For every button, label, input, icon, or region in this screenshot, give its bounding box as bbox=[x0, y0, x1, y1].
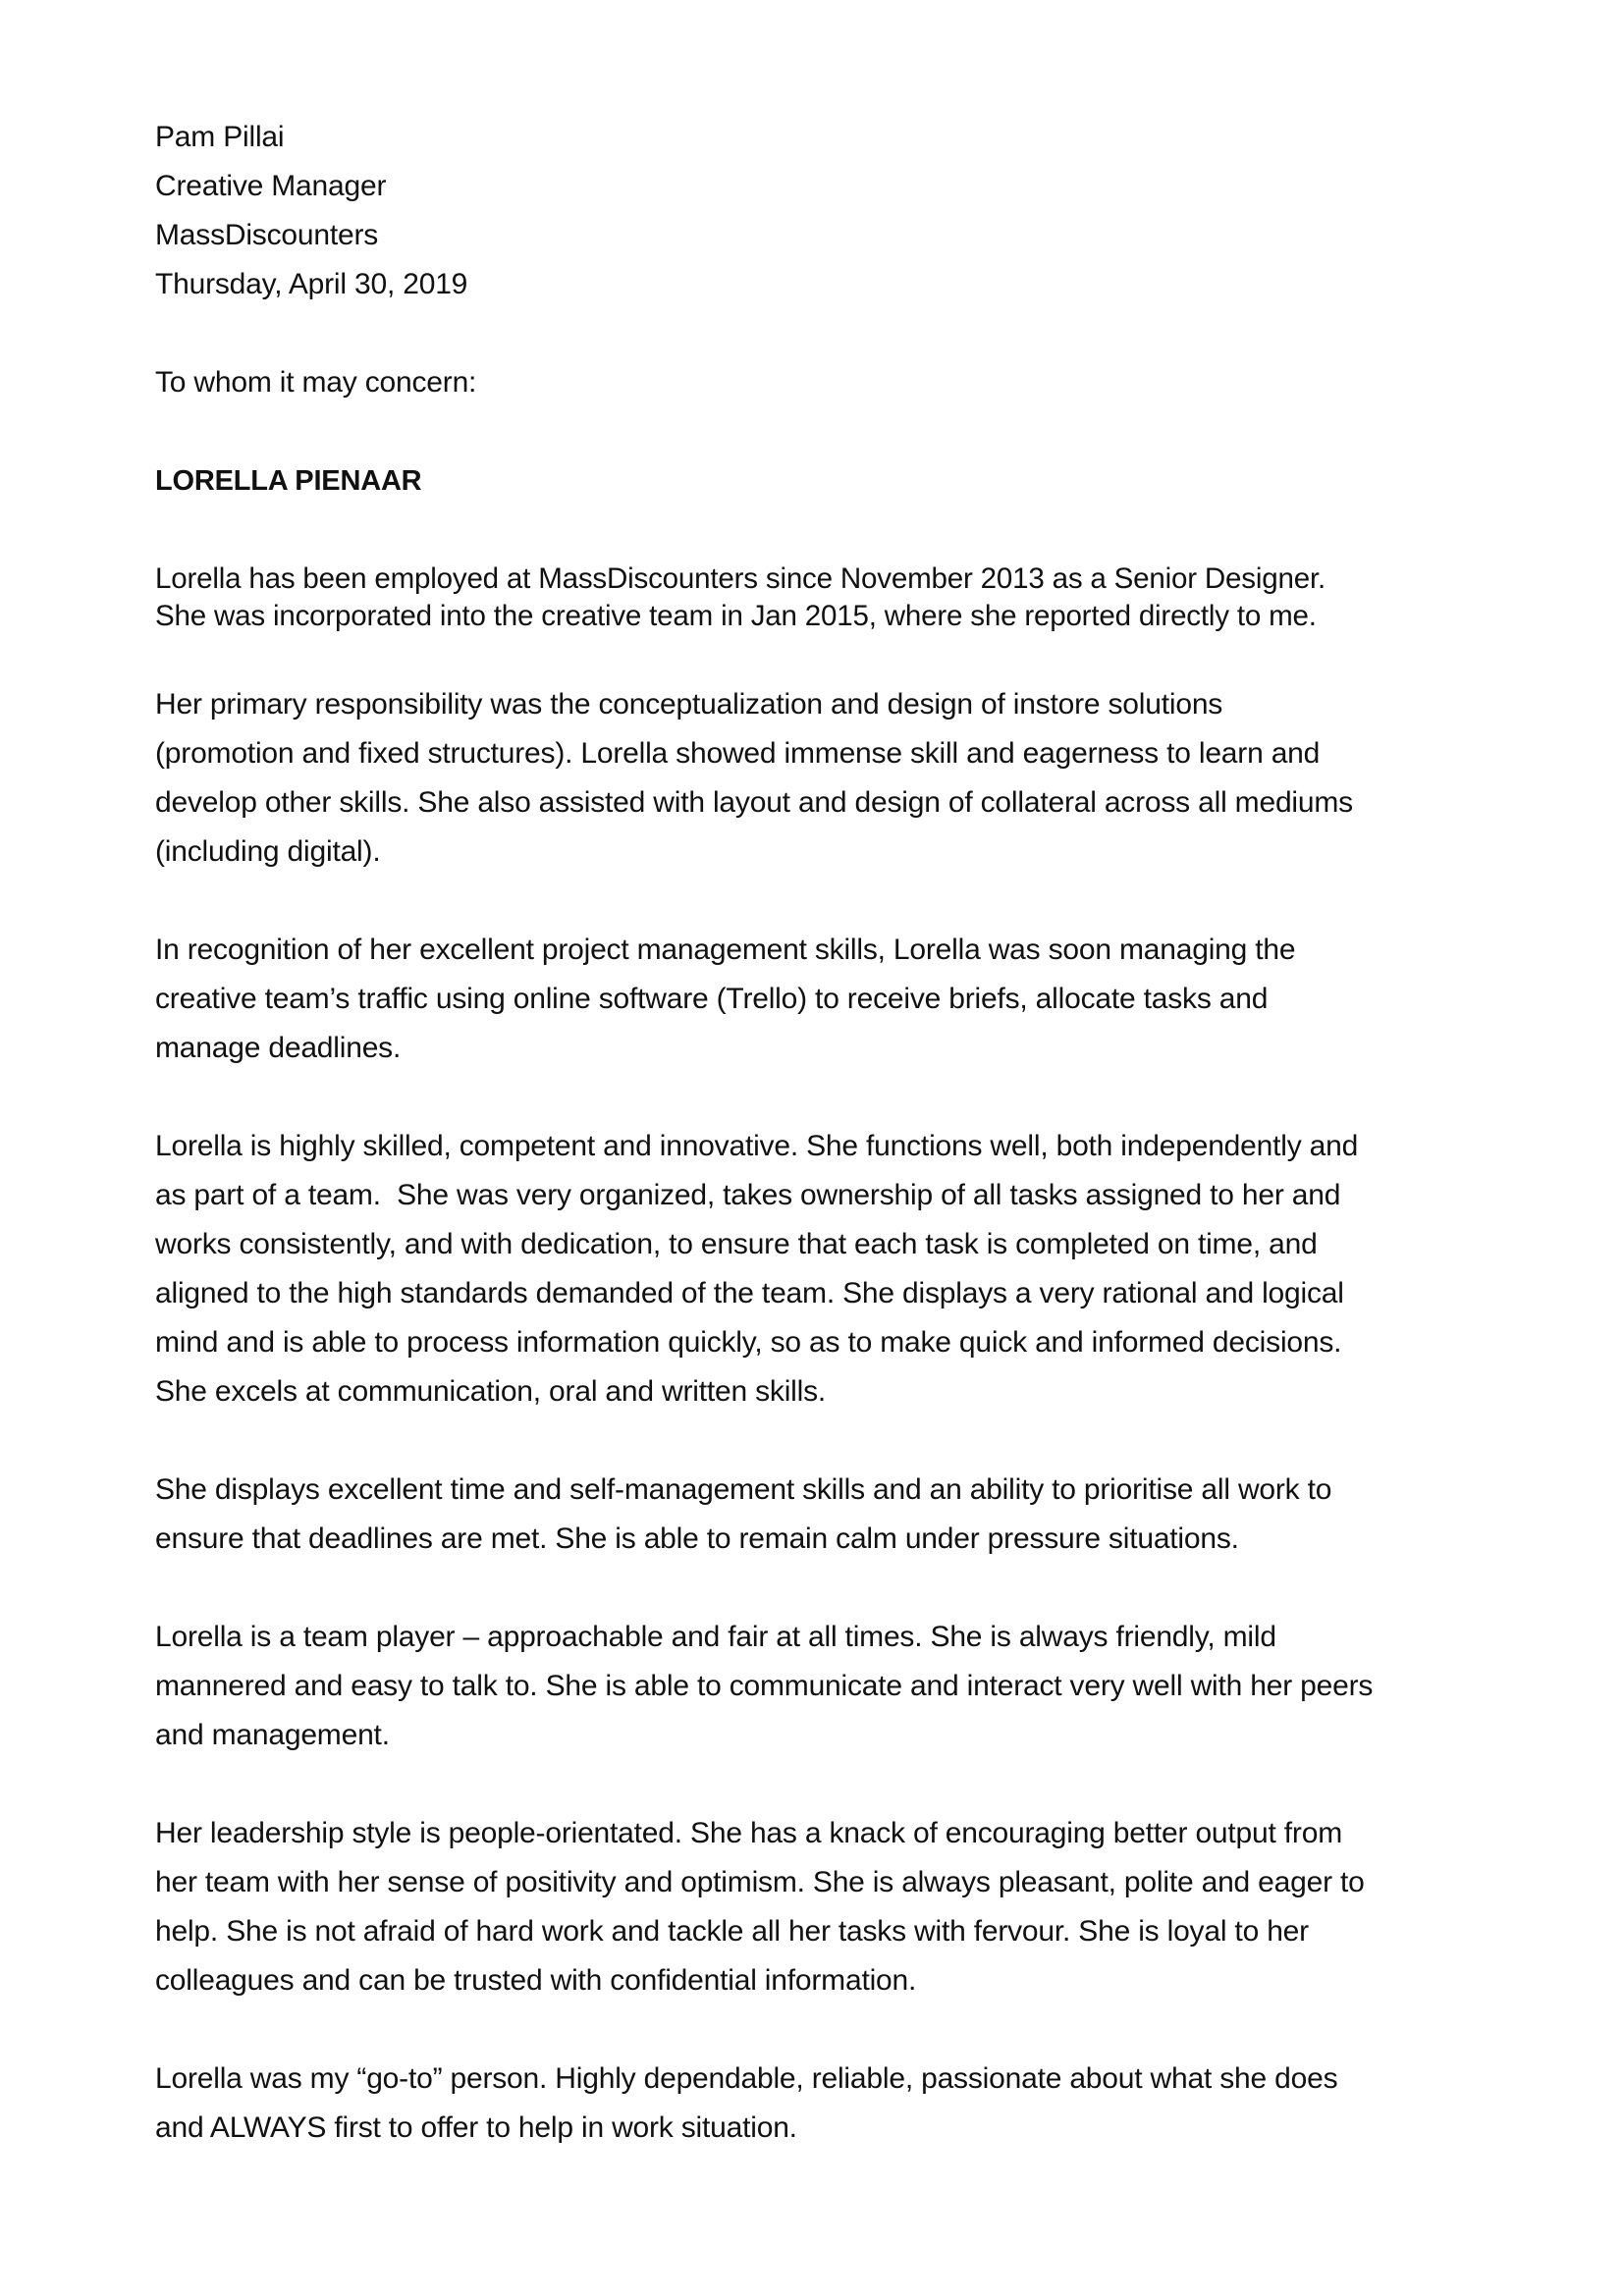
paragraph-line: Her leadership style is people-orientated. She has a knack of encouraging better output from bbox=[155, 1817, 1342, 1849]
paragraph-line: mind and is able to process information quickly, so as to make quick and informed decisions. bbox=[155, 1326, 1342, 1359]
sender-company: MassDiscounters bbox=[155, 219, 379, 251]
paragraph-line: colleagues and can be trusted with confidential information. bbox=[155, 1964, 917, 1997]
paragraph-line: as part of a team. She was very organized, takes ownership of all tasks assigned to her and bbox=[155, 1179, 1341, 1211]
paragraph-line: works consistently, and with dedication, to ensure that each task is completed on time, and bbox=[155, 1228, 1318, 1260]
salutation: To whom it may concern: bbox=[155, 366, 477, 399]
paragraph-line: develop other skills. She also assisted with layout and design of collateral across all mediums bbox=[155, 786, 1353, 819]
paragraph-line: She displays excellent time and self-management skills and an ability to prioritise all work to bbox=[155, 1473, 1332, 1506]
paragraph-line: Lorella is highly skilled, competent and innovative. She functions well, both independently and bbox=[155, 1130, 1359, 1162]
paragraph-line: creative team’s traffic using online software (Trello) to receive briefs, allocate tasks and bbox=[155, 983, 1269, 1015]
sender-name: Pam Pillai bbox=[155, 121, 285, 153]
paragraph-line: (including digital). bbox=[155, 835, 381, 868]
paragraph-line: and management. bbox=[155, 1719, 390, 1751]
paragraph-line: mannered and easy to talk to. She is able to communicate and interact very well with her peers bbox=[155, 1670, 1374, 1702]
paragraph-line: Lorella was my “go-to” person. Highly dependable, reliable, passionate about what she does bbox=[155, 2062, 1338, 2095]
paragraph-line: She was incorporated into the creative team in Jan 2015, where she reported directly to me. bbox=[155, 600, 1317, 632]
paragraph-line: help. She is not afraid of hard work and tackle all her tasks with fervour. She is loyal to her bbox=[155, 1915, 1309, 1948]
paragraph-line: Her primary responsibility was the conceptualization and design of instore solutions bbox=[155, 688, 1223, 721]
paragraph-line: aligned to the high standards demanded of the team. She displays a very rational and logical bbox=[155, 1277, 1344, 1309]
subject-heading: LORELLA PIENAAR bbox=[155, 465, 422, 497]
paragraph-line: She excels at communication, oral and written skills. bbox=[155, 1375, 827, 1408]
paragraph-line: and ALWAYS first to offer to help in work situation. bbox=[155, 2111, 797, 2144]
paragraph-line: manage deadlines. bbox=[155, 1032, 402, 1064]
paragraph-line: In recognition of her excellent project management skills, Lorella was soon managing the bbox=[155, 934, 1296, 966]
paragraph-line: Lorella has been employed at MassDiscounters since November 2013 as a Senior Designer. bbox=[155, 562, 1325, 595]
paragraph-line: ensure that deadlines are met. She is able to remain calm under pressure situations. bbox=[155, 1522, 1239, 1555]
sender-title: Creative Manager bbox=[155, 170, 387, 202]
paragraph-line: Lorella is a team player – approachable and fair at all times. She is always friendly, mild bbox=[155, 1621, 1276, 1653]
paragraph-line: (promotion and fixed structures). Lorella showed immense skill and eagerness to learn and bbox=[155, 737, 1321, 770]
paragraph-line: her team with her sense of positivity and optimism. She is always pleasant, polite and eager to bbox=[155, 1866, 1365, 1898]
letter-date: Thursday, April 30, 2019 bbox=[155, 268, 468, 300]
